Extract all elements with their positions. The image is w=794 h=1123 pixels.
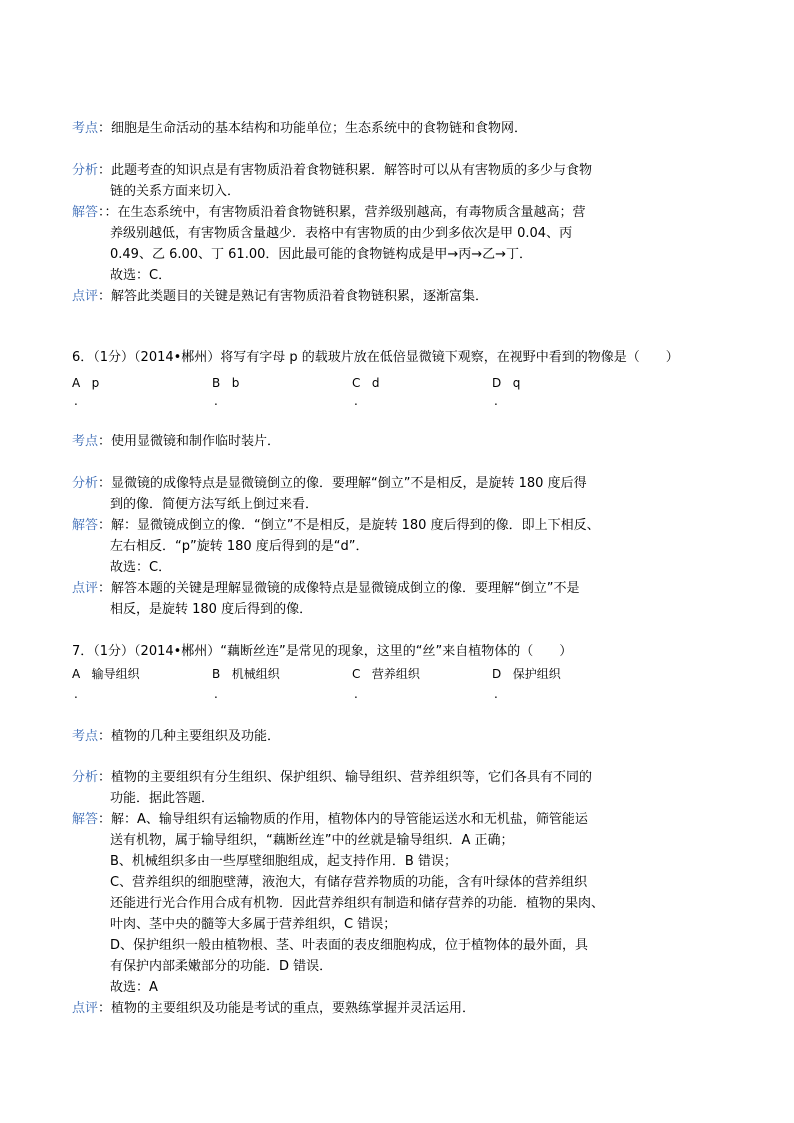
q7-jieda-text-1: 送有机物，属于输导组织，“藕断丝连”中的丝就是输导组织．A 正确； (110, 833, 514, 848)
option-text: 机械组织 (231, 667, 280, 681)
option-letter: C (352, 667, 361, 681)
q6-jieda-text-1: 左右相反．“p”旋转 180 度后得到的是“d”． (110, 539, 369, 554)
q6-fenxi-line (72, 476, 587, 492)
q7-fenxi-text-0: ：植物的主要组织有分生组织、保护组织、输导组织、营养组织等，它们各具有不同的 (98, 770, 593, 785)
fenxi-label: 分析 (72, 476, 99, 491)
q5-jieda-text-2: 0.49、乙 6.00、丁 61.00．因此最可能的食物链构成是甲→丙→乙→丁． (110, 247, 533, 262)
q6-stem: 6．（1分）（2014•郴州）将写有字母 p 的载玻片放在低倍显微镜下观察，在视野中看到的物像是（ ） (72, 350, 679, 365)
q5-dianping-line (72, 289, 488, 305)
q6-dianping-text-0: ：解答本题的关键是理解显微镜的成像特点是显微镜成倒立的像．要理解“倒立”不是 (98, 581, 580, 596)
q6-dianping-line (72, 581, 580, 597)
option-dot: . (74, 394, 78, 408)
option-dot: . (74, 687, 78, 701)
kaodian-label: 考点 (72, 121, 99, 136)
option-dot: . (214, 394, 218, 408)
q6-option-d (492, 375, 520, 391)
q6-option-b (212, 375, 239, 391)
fenxi-label: 分析 (72, 770, 99, 785)
q5-jieda-text-1: 养级别越低，有害物质含量越少．表格中有害物质的由少到多依次是甲 0.04、丙 (110, 226, 573, 241)
q7-dianping-line (72, 1001, 475, 1017)
option-dot: . (354, 687, 358, 701)
q7-jieda-text-3: C、营养组织的细胞壁薄，液泡大，有储存营养物质的功能，含有叶绿体的营养组织 (110, 875, 588, 890)
q5-fenxi-text-0: ：此题考查的知识点是有害物质沿着食物链积累．解答时可以从有害物质的多少与食物 (98, 163, 593, 178)
q5-jieda-text-0: ：：在生态系统中，有害物质沿着食物链积累，营养级别越高，有毒物质含量越高；营 (98, 205, 586, 220)
option-letter: B (212, 376, 221, 390)
q6-option-c (352, 375, 379, 391)
option-text: d (371, 376, 380, 390)
q6-fenxi-text-1: 到的像．简便方法写纸上倒过来看． (110, 497, 319, 512)
q5-jieda-line (72, 205, 586, 221)
q7-option-d (492, 666, 561, 682)
option-dot: . (494, 394, 498, 408)
option-text: q (512, 376, 521, 390)
q7-option-a (72, 666, 140, 682)
q7-fenxi-line (72, 770, 592, 786)
q7-jieda-line (72, 812, 588, 828)
jieda-label: 解答 (72, 205, 99, 220)
q7-jieda-text-6: D、保护组织一般由植物根、茎、叶表面的表皮细胞构成，位于植物体的最外面，具 (110, 938, 589, 953)
q7-stem: 7．（1分）（2014•郴州）“藕断丝连”是常见的现象，这里的“丝”来自植物体的（ ） (72, 644, 573, 659)
dianping-label: 点评 (72, 581, 99, 596)
fenxi-label: 分析 (72, 163, 99, 178)
option-text: 保护组织 (512, 667, 561, 681)
q7-jieda-text-5: 叶肉、茎中央的髓等大多属于营养组织，C 错误； (110, 917, 397, 932)
q7-kaodian-line (72, 729, 280, 745)
q6-jieda-text-2: 故选：C． (110, 560, 172, 575)
option-letter: B (212, 667, 221, 681)
q7-option-c (352, 666, 420, 682)
jieda-label: 解答 (72, 518, 99, 533)
q7-dianping-text: ：植物的主要组织及功能是考试的重点，要熟练掌握并灵活运用． (98, 1001, 476, 1016)
q6-kaodian-line (72, 434, 280, 450)
dianping-label: 点评 (72, 1001, 99, 1016)
q7-fenxi-text-1: 功能．据此答题． (110, 791, 215, 806)
jieda-label: 解答 (72, 812, 99, 827)
option-text: 营养组织 (371, 667, 420, 681)
q5-dianping-text: ：解答此类题目的关键是熟记有害物质沿着食物链积累，逐渐富集． (98, 289, 489, 304)
q7-option-b (212, 666, 280, 682)
kaodian-label: 考点 (72, 729, 99, 744)
option-letter: A (72, 667, 81, 681)
q7-jieda-text-0: ：解：A、输导组织有运输物质的作用，植物体内的导管能运送水和无机盐，筛管能运 (98, 812, 588, 827)
q7-jieda-text-4: 还能进行光合作用合成有机物．因此营养组织有制造和储存营养的功能．植物的果肉、 (110, 896, 605, 911)
option-letter: D (492, 667, 502, 681)
q5-kaodian-line (72, 121, 527, 137)
q5-fenxi-line (72, 163, 592, 179)
q7-jieda-text-7: 有保护内部柔嫩部分的功能．D 错误． (110, 959, 333, 974)
q6-fenxi-text-0: ：显微镜的成像特点是显微镜倒立的像．要理解“倒立”不是相反，是旋转 180 度后得 (98, 476, 587, 491)
dianping-label: 点评 (72, 289, 99, 304)
q7-kaodian-text: ：植物的几种主要组织及功能． (98, 729, 281, 744)
option-text: b (231, 376, 240, 390)
q5-kaodian-text: ：细胞是生命活动的基本结构和功能单位；生态系统中的食物链和食物网． (98, 121, 528, 136)
option-text: p (91, 376, 100, 390)
option-letter: D (492, 376, 502, 390)
option-letter: C (352, 376, 361, 390)
q6-jieda-line (72, 518, 600, 534)
q6-kaodian-text: ：使用显微镜和制作临时装片． (98, 434, 281, 449)
q7-jieda-text-8: 故选：A (110, 980, 158, 995)
q6-dianping-text-1: 相反，是旋转 180 度后得到的像． (110, 602, 313, 617)
option-dot: . (214, 687, 218, 701)
q5-jieda-text-3: 故选：C． (110, 268, 172, 283)
q7-jieda-text-2: B、机械组织多由一些厚壁细胞组成，起支持作用．B 错误； (110, 854, 457, 869)
option-text: 输导组织 (91, 667, 140, 681)
q6-option-a (72, 375, 99, 391)
q6-jieda-text-0: ：解：显微镜成倒立的像．“倒立”不是相反，是旋转 180 度后得到的像．即上下相反、 (98, 518, 600, 533)
option-letter: A (72, 376, 81, 390)
q5-fenxi-text-1: 链的关系方面来切入． (110, 184, 241, 199)
option-dot: . (354, 394, 358, 408)
kaodian-label: 考点 (72, 434, 99, 449)
option-dot: . (494, 687, 498, 701)
